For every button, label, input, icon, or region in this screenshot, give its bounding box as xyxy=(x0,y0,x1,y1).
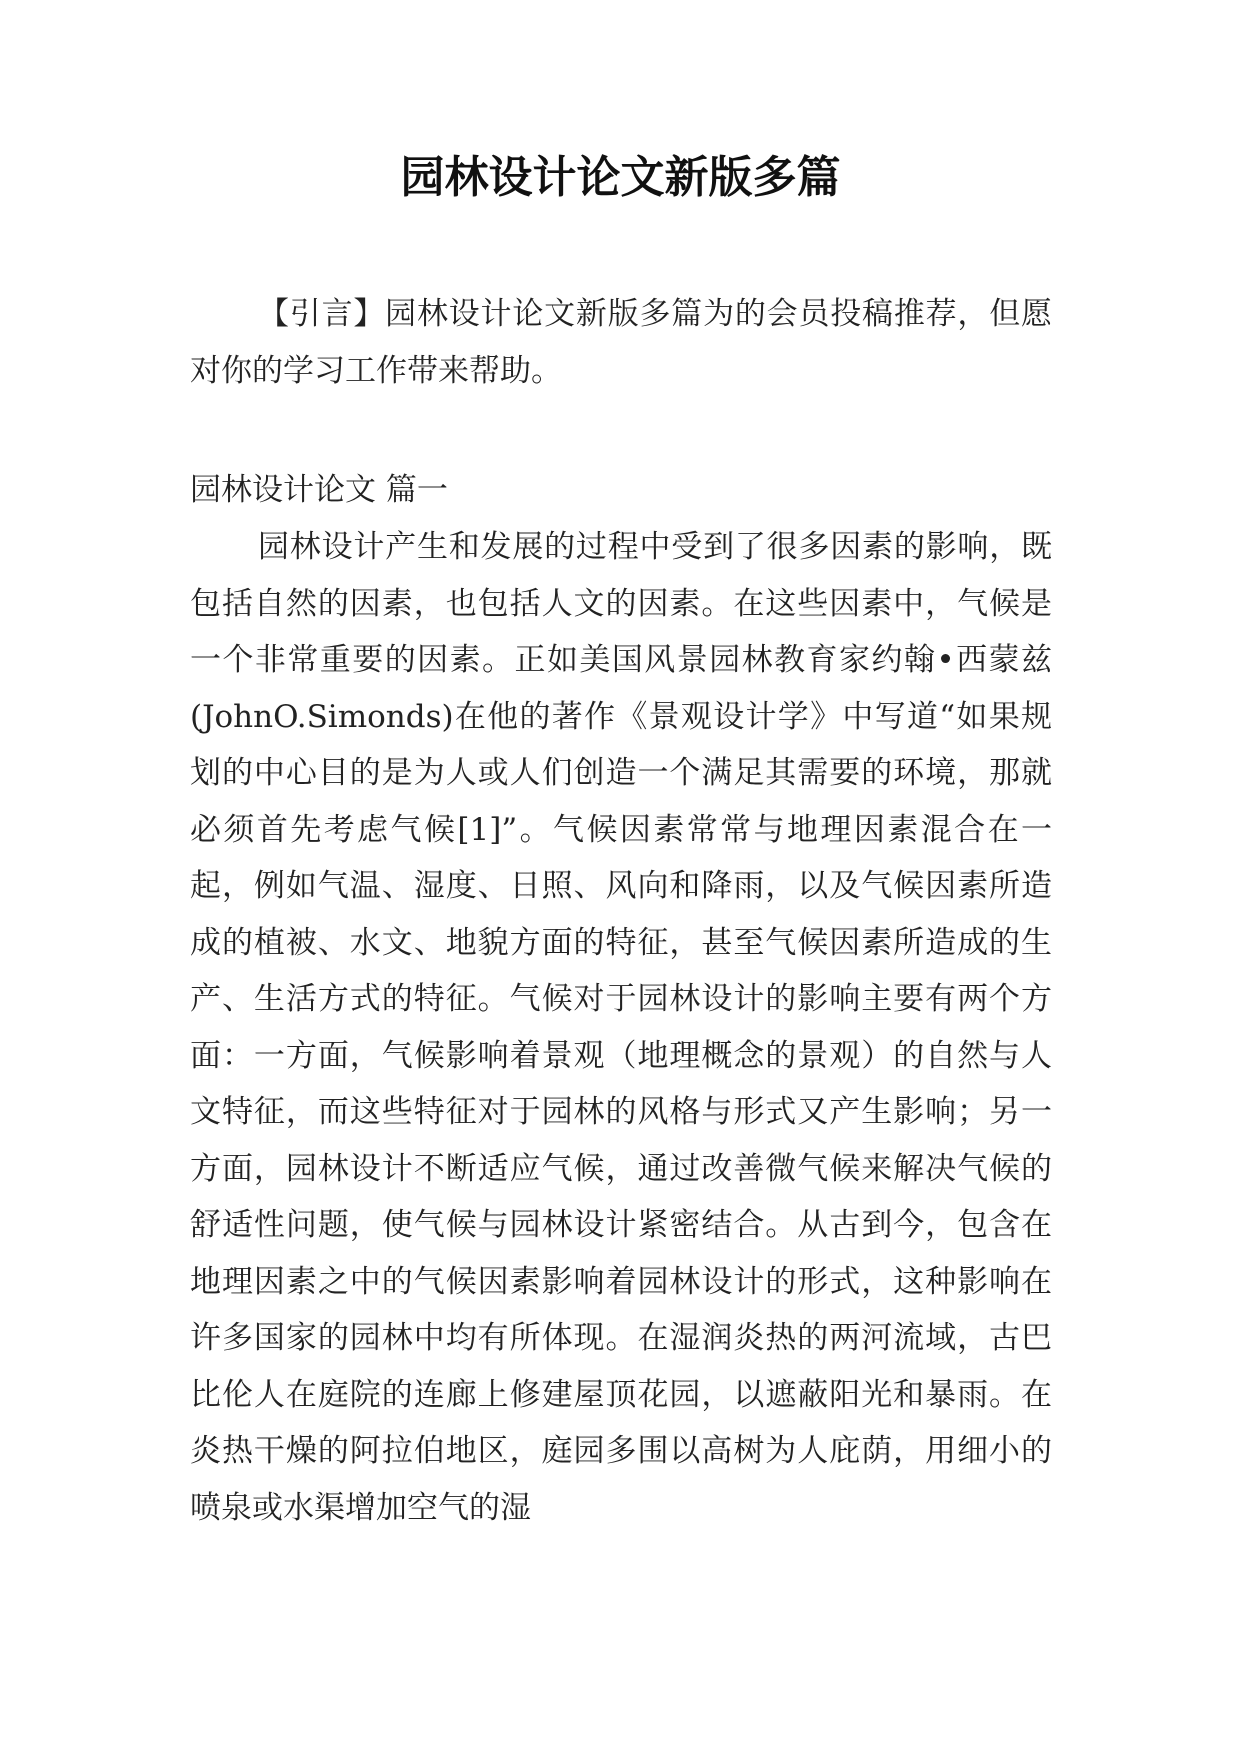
intro-paragraph: 【引言】园林设计论文新版多篇为的会员投稿推荐，但愿对你的学习工作带来帮助。 xyxy=(190,296,1052,389)
body-paragraph: 园林设计产生和发展的过程中受到了很多因素的影响，既包括自然的因素，也包括人文的因素。在这些因素中，气候是一个非常重要的因素。正如美国风景园林教育家约翰•西蒙兹(JohnO.Simonds)在他的著作《景观设计学》中写道“如果规划的中心目的是为人或人们创造一个满足其需要的环境，那就必须首先考虑气候[1]”。气候因素常常与地理因素混合在一起，例如气温、湿度、日照、风向和降雨，以及气候因素所造成的植被、水文、地貌方面的特征，甚至气候因素所造成的生产、生活方式的特征。气候对于园林设计的影响主要有两个方面：一方面，气候影响着景观（地理概念的景观）的自然与人文特征，而这些特征对于园林的风格与形式又产生影响；另一方面，园林设计不断适应气候，通过改善微气候来解决气候的舒适性问题，使气候与园林设计紧密结合。从古到今，包含在地理因素之中的气候因素影响着园林设计的形式，这种影响在许多国家的园林中均有所体现。在湿润炎热的两河流域，古巴比伦人在庭院的连廊上修建屋顶花园，以遮蔽阳光和暴雨。在炎热干燥的阿拉伯地区，庭园多围以高树为人庇荫，用细小的喷泉或水渠增加空气的湿 xyxy=(190,529,1052,1526)
document-title: 园林设计论文新版多篇 xyxy=(400,152,841,203)
section-heading: 园林设计论文 篇一 xyxy=(190,472,448,508)
